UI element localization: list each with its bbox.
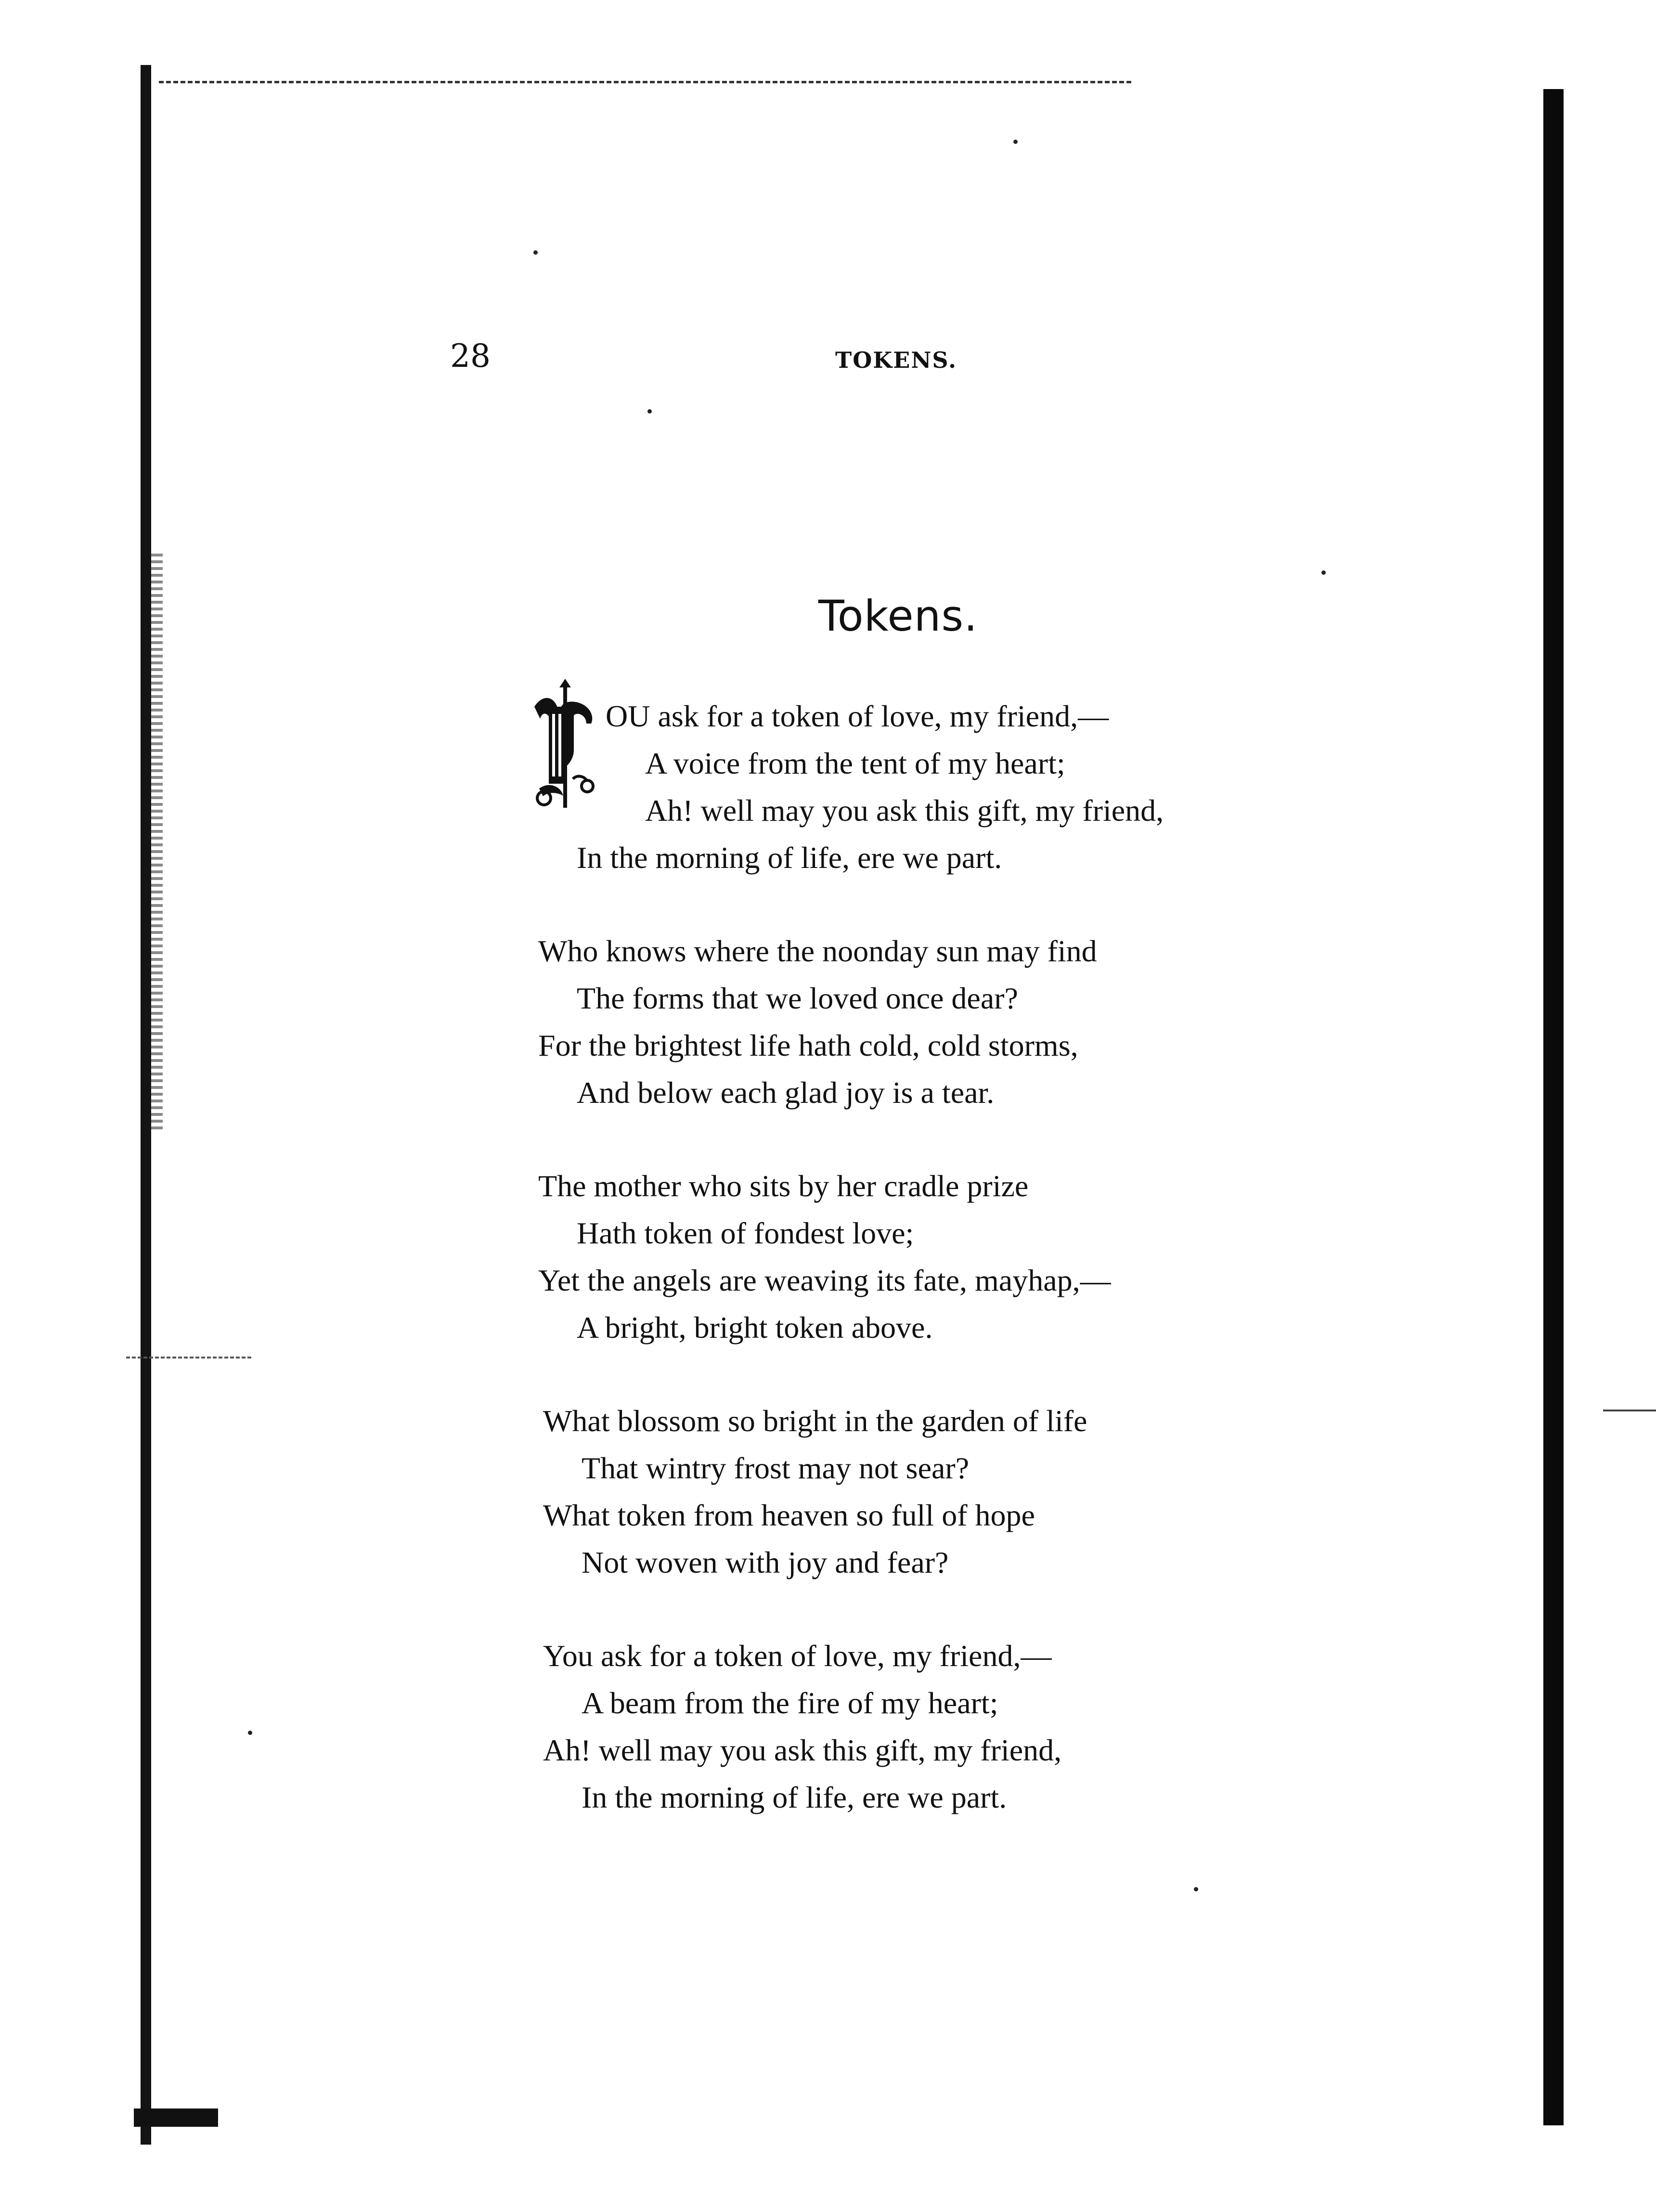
poem-line: That wintry frost may not sear? xyxy=(582,1451,970,1485)
poem-title: Tokens. xyxy=(818,591,978,641)
poem-line: Ah! well may you ask this gift, my friend, xyxy=(543,1733,1062,1767)
poem-line: A bright, bright token above. xyxy=(577,1310,933,1345)
poem-line: What blossom so bright in the garden of life xyxy=(543,1404,1087,1438)
poem-line: Not woven with joy and fear? xyxy=(582,1545,949,1579)
poem-line: The mother who sits by her cradle prize xyxy=(538,1169,1029,1203)
poem-line: Yet the angels are weaving its fate, mayhap,— xyxy=(538,1263,1111,1297)
poem-line: A beam from the fire of my heart; xyxy=(582,1686,998,1720)
poem-line: And below each glad joy is a tear. xyxy=(577,1075,995,1110)
poem-line: Ah! well may you ask this gift, my friend, xyxy=(645,793,1164,828)
poem-line: Hath token of fondest love; xyxy=(577,1216,914,1250)
poem-line: What token from heaven so full of hope xyxy=(543,1498,1035,1532)
poem-line: Who knows where the noonday sun may find xyxy=(538,934,1097,968)
poem-line: OU ask for a token of love, my friend,— xyxy=(606,699,1109,733)
poem-line: You ask for a token of love, my friend,— xyxy=(543,1639,1052,1673)
poem-line: The forms that we loved once dear? xyxy=(577,981,1018,1015)
poem-line: For the brightest life hath cold, cold storms, xyxy=(538,1028,1078,1062)
poem-line: In the morning of life, ere we part. xyxy=(582,1780,1007,1814)
running-title: TOKENS. xyxy=(835,347,957,373)
poem-line: A voice from the tent of my heart; xyxy=(645,746,1065,780)
page-number: 28 xyxy=(450,337,491,375)
poem-line: In the morning of life, ere we part. xyxy=(577,841,1002,875)
